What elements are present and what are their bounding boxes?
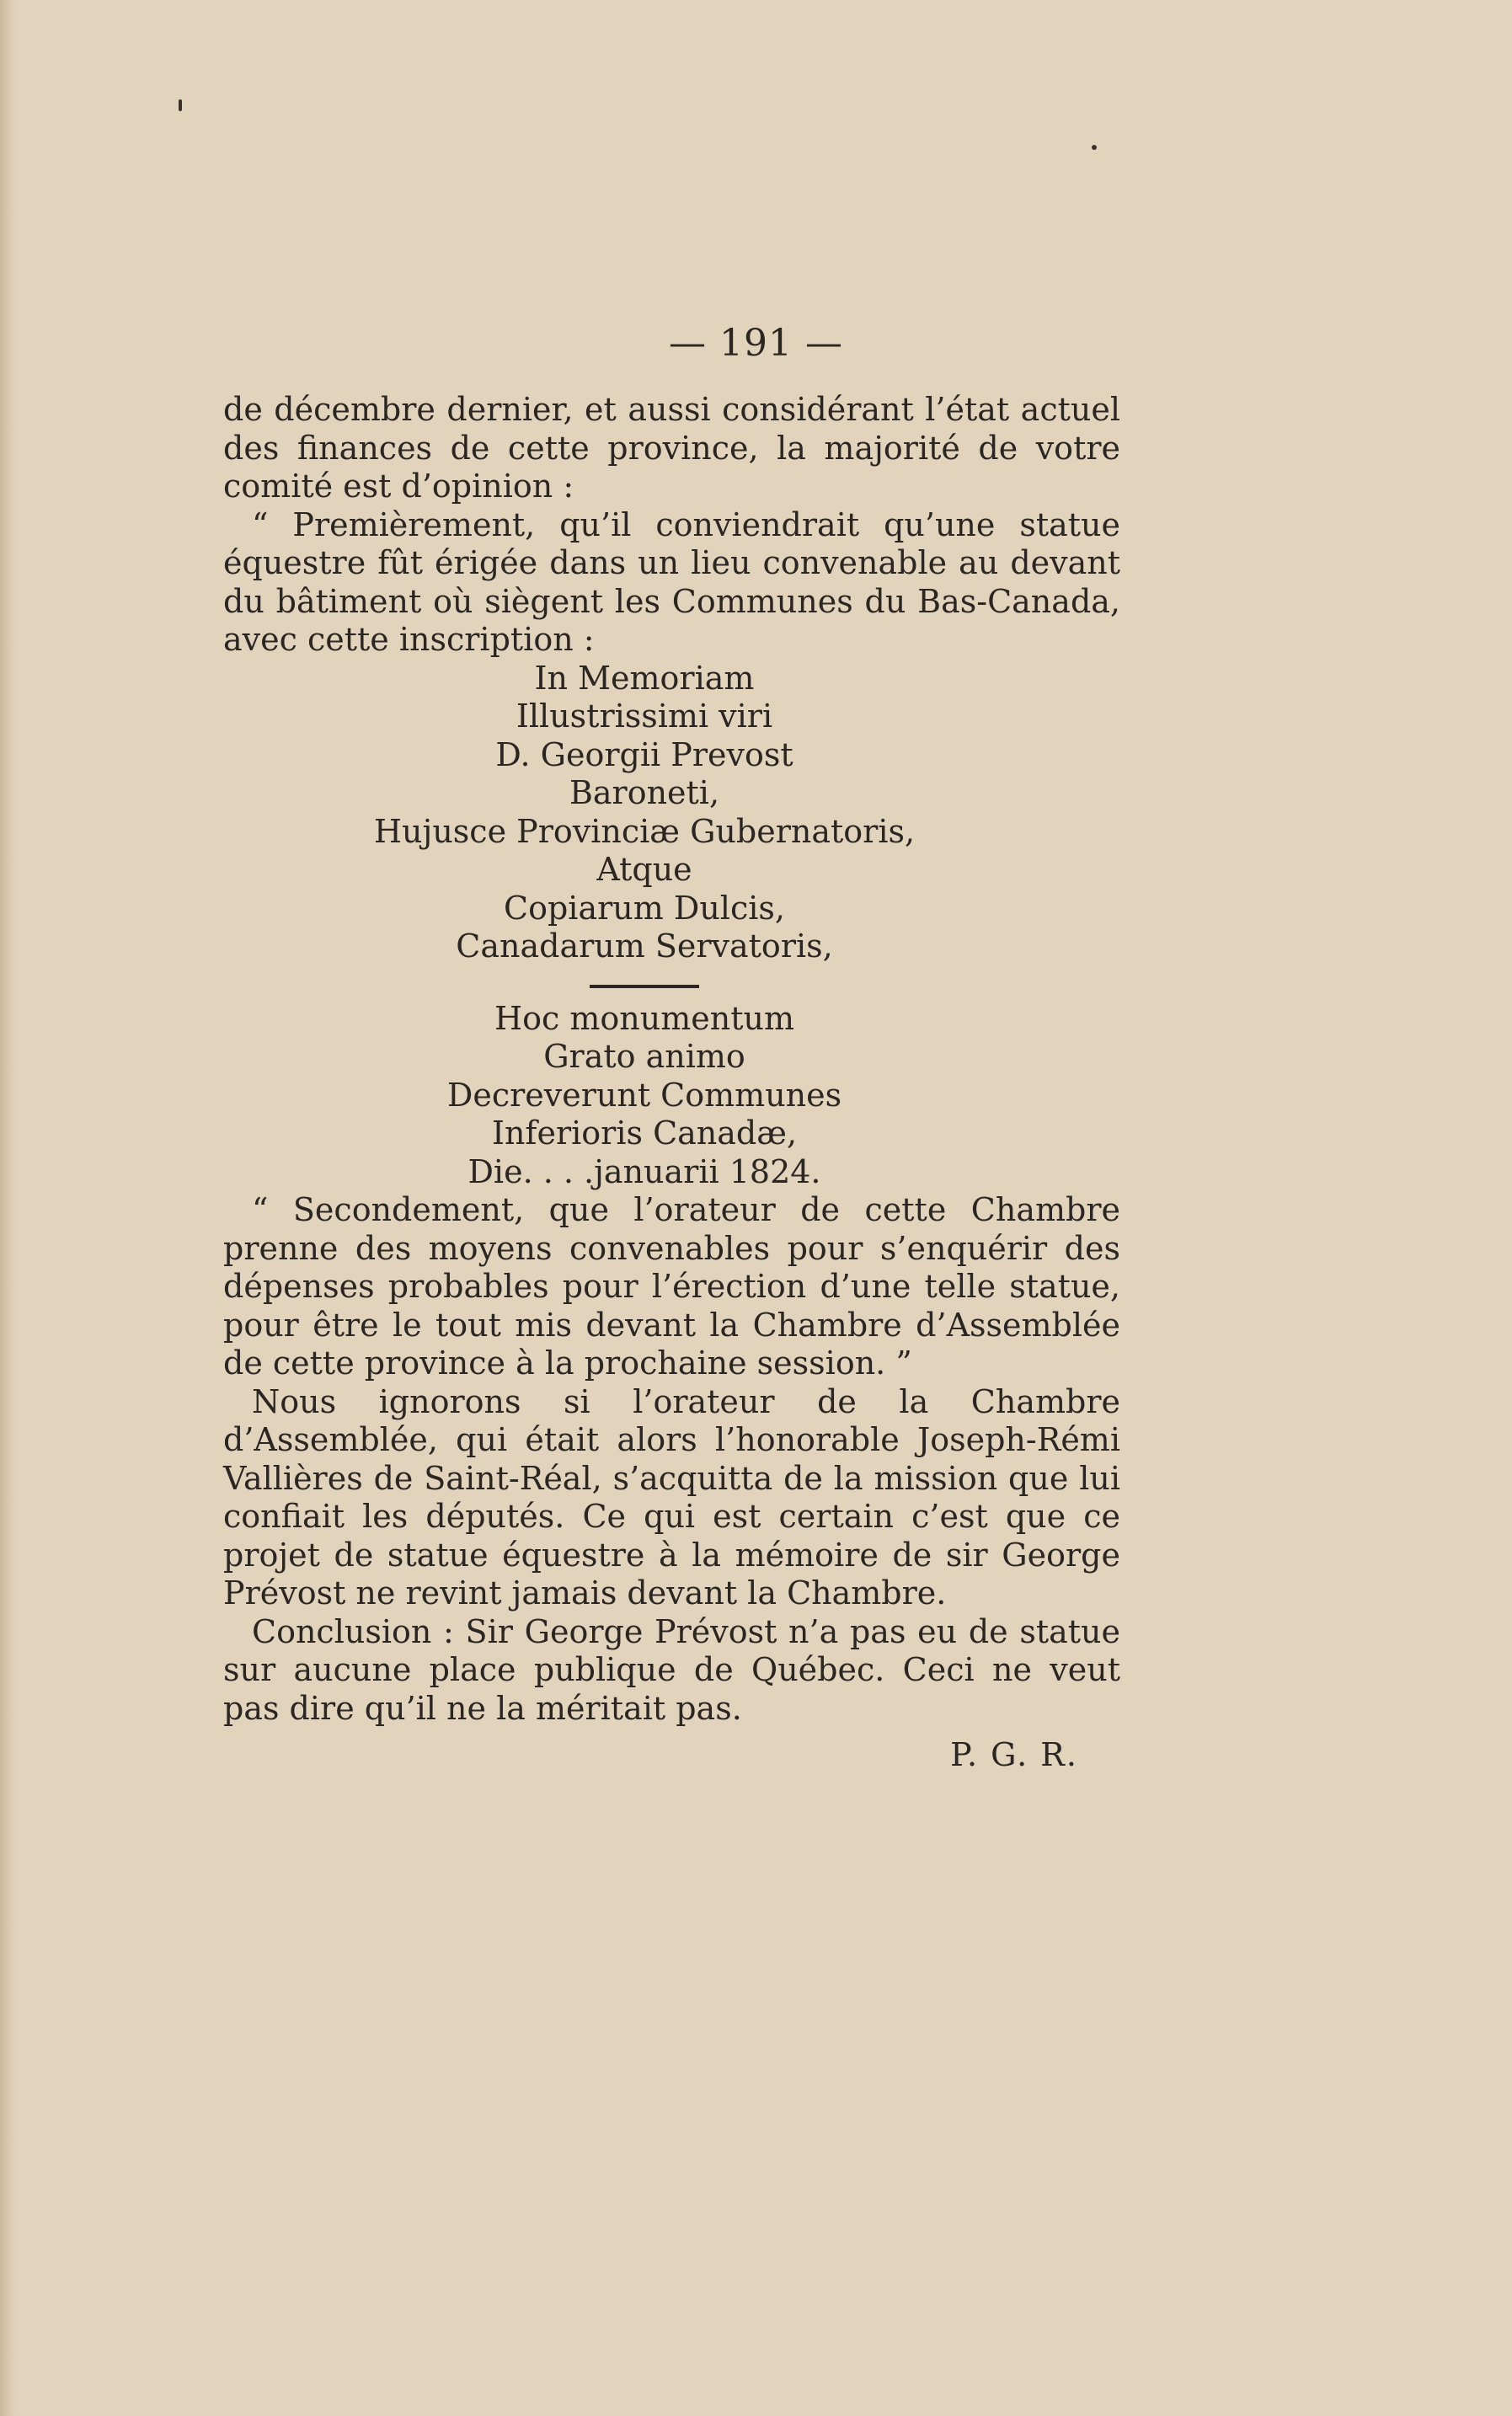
paragraph-conclusion: Conclusion : Sir George Prévost n’a pas eu de statue sur aucune place publique de Québec. Ceci ne veut pas dire qu’il ne la méritait pas. — [223, 1612, 1120, 1727]
inscription-line: Illustrissimi viri — [516, 698, 773, 735]
paragraph-nous-ignorons: Nous ignorons si l’orateur de la Chambre d’Assemblée, qui était alors l’honorable Joseph-Rémi Vallières de Saint-Réal, s’acquitta de la mission que lui confiait les députés. Ce qui est certain c’est que ce projet de statue équestre à la mémoire de sir George Prévost ne revint jamais devant la Chambre. — [223, 1382, 1120, 1612]
page-number: — 191 — — [669, 322, 843, 365]
latin-inscription — [223, 660, 1066, 1192]
inscription-line: Inferioris Canadæ, — [491, 1114, 798, 1152]
body-text — [223, 391, 1120, 1807]
inscription-line: Hoc monumentum — [494, 999, 794, 1037]
paragraph-secondement: “ Secondement, que l’orateur de cette Chambre prenne des moyens convenables pour s’enquérir des dépenses probables pour l’érection d’une telle statue, pour être le tout mis devant la Chambre d’Assemblée de cette province à la prochaine session. ” — [223, 1191, 1120, 1382]
inscription-line: Decreverunt Communes — [446, 1076, 842, 1114]
author-signature: P. G. R. — [950, 1736, 1078, 1773]
inscription-line: In Memoriam — [534, 659, 755, 697]
inscription-line: Grato animo — [543, 1038, 745, 1075]
inscription-divider — [590, 985, 699, 988]
paragraph-premierement: “ Premièrement, qu’il conviendrait qu’une statue équestre fût érigée dans un lieu convenable au devant du bâtiment où siègent les Communes du Bas-Canada, avec cette inscription : — [223, 505, 1120, 658]
inscription-line: D. Georgii Prevost — [495, 735, 793, 773]
inscription-line: Baroneti, — [569, 774, 720, 811]
inscription-line: Canadarum Servatoris, — [456, 927, 833, 965]
inscription-line: Atque — [596, 851, 692, 888]
ink-speck — [1092, 145, 1097, 150]
inscription-line: Die. . . .januarii 1824. — [467, 1152, 821, 1190]
paragraph-intro: de décembre dernier, et aussi considérant l’état actuel des finances de cette province, la majorité de votre comité est d’opinion : — [223, 391, 1120, 505]
ink-speck — [179, 99, 182, 111]
inscription-line: Copiarum Dulcis, — [504, 889, 785, 927]
inscription-line: Hujusce Provinciæ Gubernatoris, — [373, 812, 916, 850]
